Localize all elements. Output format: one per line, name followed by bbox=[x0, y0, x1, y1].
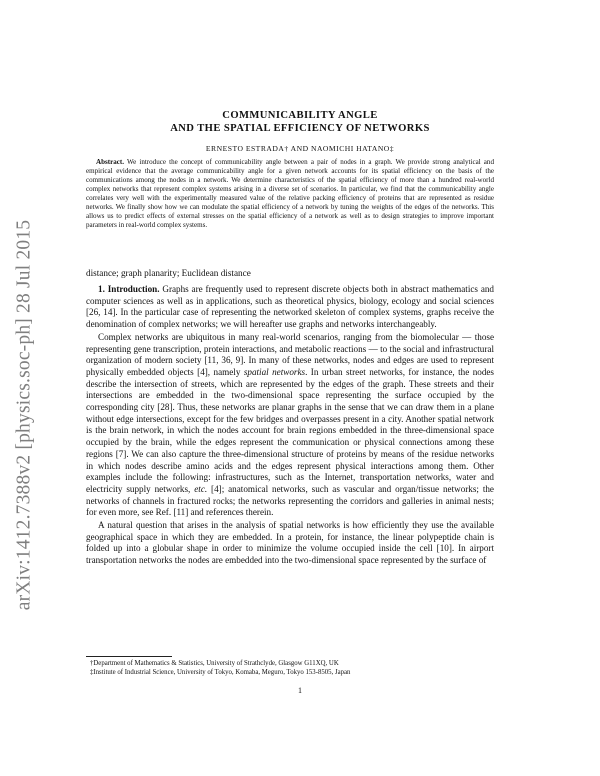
author-list: ERNESTO ESTRADA† AND NAOMICHI HATANO‡ bbox=[205, 144, 395, 153]
abstract-label: Abstract. bbox=[96, 158, 124, 166]
footnote-affiliation-2: ‡Institute of Industrial Science, University of Tokyo, Komaba, Meguro, Tokyo 153-8505, Japan bbox=[90, 669, 351, 677]
section-heading: 1. Introduction. bbox=[98, 284, 160, 294]
footnote-affiliation-1: †Department of Mathematics & Statistics, University of Strathclyde, Glasgow G11XQ, UK bbox=[90, 660, 339, 667]
arxiv-identifier-text: arXiv:1412.7388v2 [physics.soc-ph] 28 Jul 2015 bbox=[13, 219, 34, 611]
paper-title-line-2: AND THE SPATIAL EFFICIENCY OF NETWORKS bbox=[170, 123, 430, 134]
intro-paragraph-1 bbox=[86, 284, 494, 331]
intro-paragraph-1-text: Graphs are frequently used to represent discrete objects both in abstract mathematics and computer sciences as well as in applications, such as theoretical physics, biology, ecology and social sciences [26, 14]. In the particular case of representing the networked skeleton of complex systems, graphs receive the denomination of complex networks; we will hereafter use graphs and networks interchangeably. bbox=[86, 284, 494, 330]
arxiv-identifier-stamp bbox=[6, 180, 42, 650]
abstract-text: We introduce the concept of communicability angle between a pair of nodes in a graph. We provide strong analytical and empirical evidence that the average communicability angle for a given network accounts for its spatial efficiency on the basis of the communications among the nodes in a network. We determine characteristics of the spatial efficiency of more than a hundred real-world complex networks that represent complex systems arising in a diverse set of scenarios. In particular, we find that the communicability angle correlates very well with the experimentally measured value of the relative packing efficiency of proteins that are represented as residue networks. We finally show how we can modulate the spatial efficiency of a network by tuning the weights of the edges of the networks. This allows us to predict effects of external stresses on the spatial efficiency of a network as well as to design strategies to improve important parameters in real-world complex systems. bbox=[86, 158, 494, 230]
abstract bbox=[86, 158, 494, 230]
intro-paragraph-2-part-c: [4]; anatomical networks, such as vascular and organ/tissue networks; the networks of channels in fractured rocks; the networks representing the corridors and galleries in animal nests; for even more, see Ref. [11] and references therein. bbox=[86, 483, 494, 518]
keywords: distance; graph planarity; Euclidean distance bbox=[86, 268, 251, 278]
intro-paragraph-3: A natural question that arises in the analysis of spatial networks is how efficiently they use the available geographical space in which they are embedded. In a protein, for instance, the linear polypeptide chain is folded up into a globular shape in order to minimize the volume occupied inside the cell [10]. In airport transportation networks the nodes are embedded into the two-dimensional space represented by the surface of bbox=[86, 520, 494, 566]
paper-title-line-1: COMMUNICABILITY ANGLE bbox=[222, 110, 378, 121]
intro-paragraph-2 bbox=[86, 332, 494, 519]
body-text bbox=[86, 284, 494, 567]
emphasis-etc: etc. bbox=[194, 483, 208, 494]
intro-paragraph-2-part-a: Complex networks are ubiquitous in many real-world scenarios, ranging from the biomolecular — those representing gene transcription, protein interactions, and metabolic reactions — to the social and infrastructural organization of modern society [11, 36, 9]. In many of these networks, nodes and edges are used to represent physically embedded objects [4], namely bbox=[86, 331, 494, 377]
emphasis-spatial-networks: spatial networks bbox=[243, 366, 306, 377]
footnotes bbox=[86, 659, 506, 677]
page-number: 1 bbox=[298, 686, 302, 695]
intro-paragraph-2-part-b: . In urban street networks, for instance, the nodes describe the intersection of streets, which are represented by the edges of the graph. These streets and their intersections are embedded in the two-dimensional space representing the surface occupied by the corresponding city [28]. Thus, these networks are planar graphs in the sense that we can draw them in a plane without edge intersections, except for the few bridges and overpasses present in a city. Another spatial network is the brain network, in which the nodes account for brain regions embedded in the three-dimensional space occupied by the brain, while the edges represent the communication or physical connections among these regions [7]. We can also capture the three-dimensional structure of proteins by means of the residue networks in which nodes describe amino acids and the edges represent physical interactions among them. Other examples include the following: infrastructures, such as the Internet, transportation networks, water and electricity supply networks, bbox=[86, 366, 494, 494]
footnote-rule bbox=[86, 656, 172, 657]
